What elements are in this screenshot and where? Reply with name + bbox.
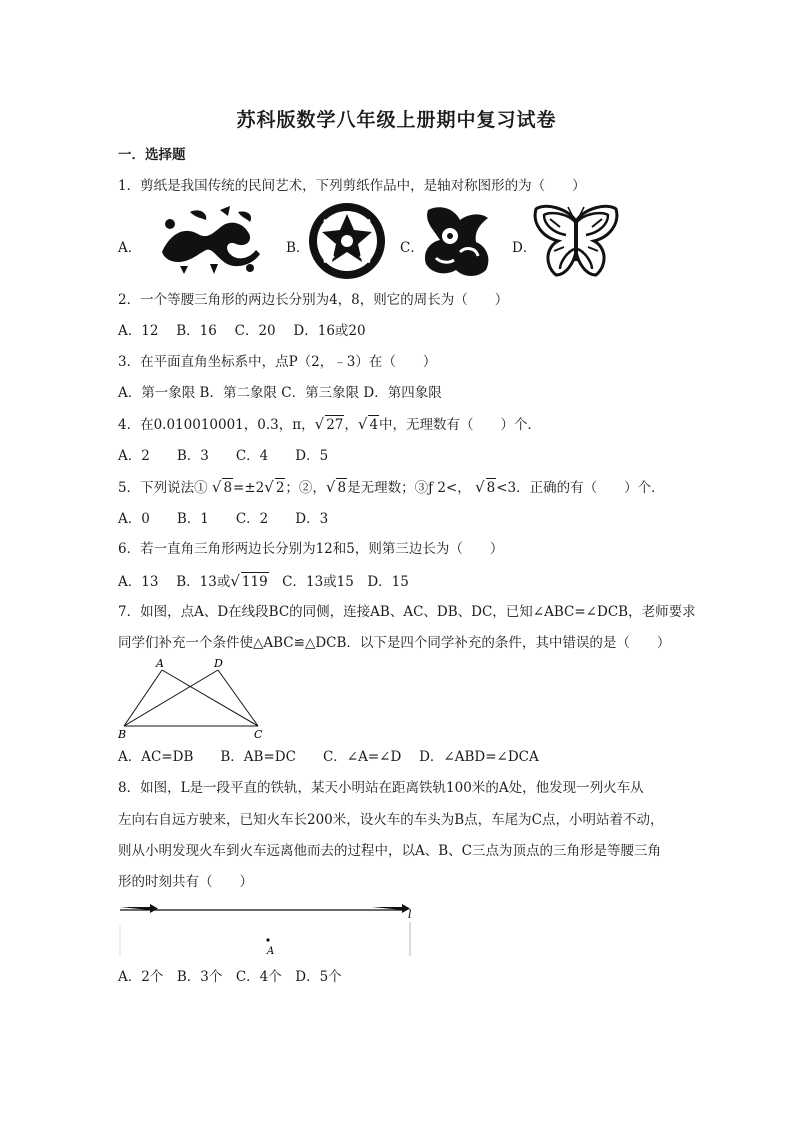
sqrt-sign: √ bbox=[325, 478, 336, 496]
left-arrow-icon bbox=[120, 904, 158, 913]
q1-option-b-label: B． bbox=[286, 240, 310, 256]
q5-text-3: 是无理数；③ƒ 2<， bbox=[347, 480, 471, 496]
q4-radicand-1: 27 bbox=[326, 417, 344, 433]
q8-stem-line-3: 则从小明发现火车到火车远离他而去的过程中，以A、B、C三点为顶点的三角形是等腰三角 bbox=[118, 843, 661, 859]
butterfly-papercut-image bbox=[530, 201, 622, 281]
q6-stem: 6．若一直角三角形两边长分别为12和5，则第三边长为（ ） bbox=[118, 541, 504, 557]
q8-railway-figure bbox=[118, 898, 418, 960]
q2-stem: 2．一个等腰三角形的两边长分别为4，8，则它的周长为（ ） bbox=[118, 292, 509, 308]
q5-stem-end: <3．正确的有（ ）个． bbox=[496, 480, 665, 496]
q8-label-l: l bbox=[408, 908, 412, 921]
q5-options: A．0 B．1 C．2 D．3 bbox=[118, 511, 329, 527]
q4-stem-end: 中，无理数有（ ）个． bbox=[379, 417, 542, 433]
sqrt-sign: √ bbox=[475, 478, 485, 496]
q7-triangle-figure bbox=[116, 656, 266, 740]
q4-options: A．2 B．3 C．4 D．5 bbox=[118, 448, 329, 464]
q3-stem: 3．在平面直角坐标系中，点P（2，﹣3）在（ ） bbox=[118, 354, 437, 370]
q8-stem-line-2: 左向右自远方驶来，已知火车长200米，设火车的车头为B点，车尾为C点，小明站着不动， bbox=[118, 812, 664, 828]
q7-label-c: C bbox=[254, 728, 263, 740]
q5-radicand-1: 8 bbox=[223, 480, 233, 496]
q7-label-d: D bbox=[214, 657, 223, 670]
q5-radicand-2: 2 bbox=[275, 480, 285, 496]
point-a bbox=[266, 938, 269, 941]
segment-dc bbox=[218, 670, 258, 726]
circular-papercut-image bbox=[304, 200, 390, 282]
q1-option-a-label: A． bbox=[118, 240, 142, 256]
q3-options: A．第一象限 B．第二象限 C．第三象限 D．第四象限 bbox=[118, 385, 442, 401]
q5-stem-start: 5．下列说法① bbox=[118, 480, 208, 496]
segment-ab bbox=[124, 670, 162, 726]
segment-ac bbox=[162, 670, 258, 726]
sqrt-sign: √ bbox=[211, 478, 222, 496]
q7-label-a: A bbox=[156, 657, 164, 670]
q8-stem-line-1: 8．如图，L是一段平直的铁轨，某天小明站在距离铁轨100米的A处，他发现一列火车从 bbox=[118, 780, 644, 796]
q2-options: A．12 B．16 C．20 D．16或20 bbox=[118, 323, 366, 339]
fish-papercut-image bbox=[420, 202, 496, 282]
q4-stem bbox=[118, 415, 541, 434]
q8-label-a: A bbox=[267, 946, 275, 957]
q6-options bbox=[118, 572, 409, 591]
q5-radicand-4: 8 bbox=[486, 480, 496, 496]
sqrt-sign: √ bbox=[357, 415, 368, 433]
q6-options-start: A．13 B．13或 bbox=[118, 574, 231, 590]
q5-text-2: ；②， bbox=[285, 480, 326, 496]
section-heading: 一．选择题 bbox=[118, 147, 186, 163]
sqrt-sign: √ bbox=[314, 415, 325, 433]
q7-label-b: B bbox=[118, 728, 127, 740]
q7-stem-line-2: 同学们补充一个条件使△ABC≌△DCB．以下是四个同学补充的条件，其中错误的是（ ） bbox=[118, 635, 671, 651]
q5-text-1: =±2 bbox=[233, 480, 265, 496]
q8-options: A．2个 B．3个 C．4个 D．5个 bbox=[118, 969, 342, 985]
q7-options: A．AC=DB B．AB=DC C．∠A=∠D D．∠ABD=∠DCA bbox=[118, 749, 539, 765]
q1-option-d-label: D． bbox=[512, 240, 537, 256]
segment-db bbox=[124, 670, 218, 726]
q5-radicand-3: 8 bbox=[337, 480, 347, 496]
q6-radicand: 119 bbox=[241, 574, 268, 590]
q4-radicand-2: 4 bbox=[369, 417, 379, 433]
q4-separator: ， bbox=[344, 417, 358, 433]
sqrt-sign: √ bbox=[230, 572, 240, 590]
sqrt-sign: √ bbox=[264, 478, 274, 496]
page-title: 苏科版数学八年级上册期中复习试卷 bbox=[236, 109, 557, 131]
right-arrow-icon bbox=[372, 904, 410, 913]
q4-stem-start: 4．在0.010010001，0.3，π， bbox=[118, 417, 315, 433]
q8-stem-line-4: 形的时刻共有（ ） bbox=[118, 874, 253, 890]
dragon-papercut-image bbox=[150, 204, 268, 276]
q1-option-c-label: C． bbox=[400, 240, 424, 256]
q7-stem-line-1: 7．如图，点A、D在线段BC的同侧，连接AB、AC、DB、DC，已知∠ABC=∠DCB，老师要求 bbox=[118, 604, 696, 620]
q6-options-end: C．13或15 D．15 bbox=[268, 574, 409, 590]
q5-stem bbox=[118, 478, 665, 497]
q1-stem: 1．剪纸是我国传统的民间艺术，下列剪纸作品中，是轴对称图形的为（ ） bbox=[118, 178, 586, 194]
